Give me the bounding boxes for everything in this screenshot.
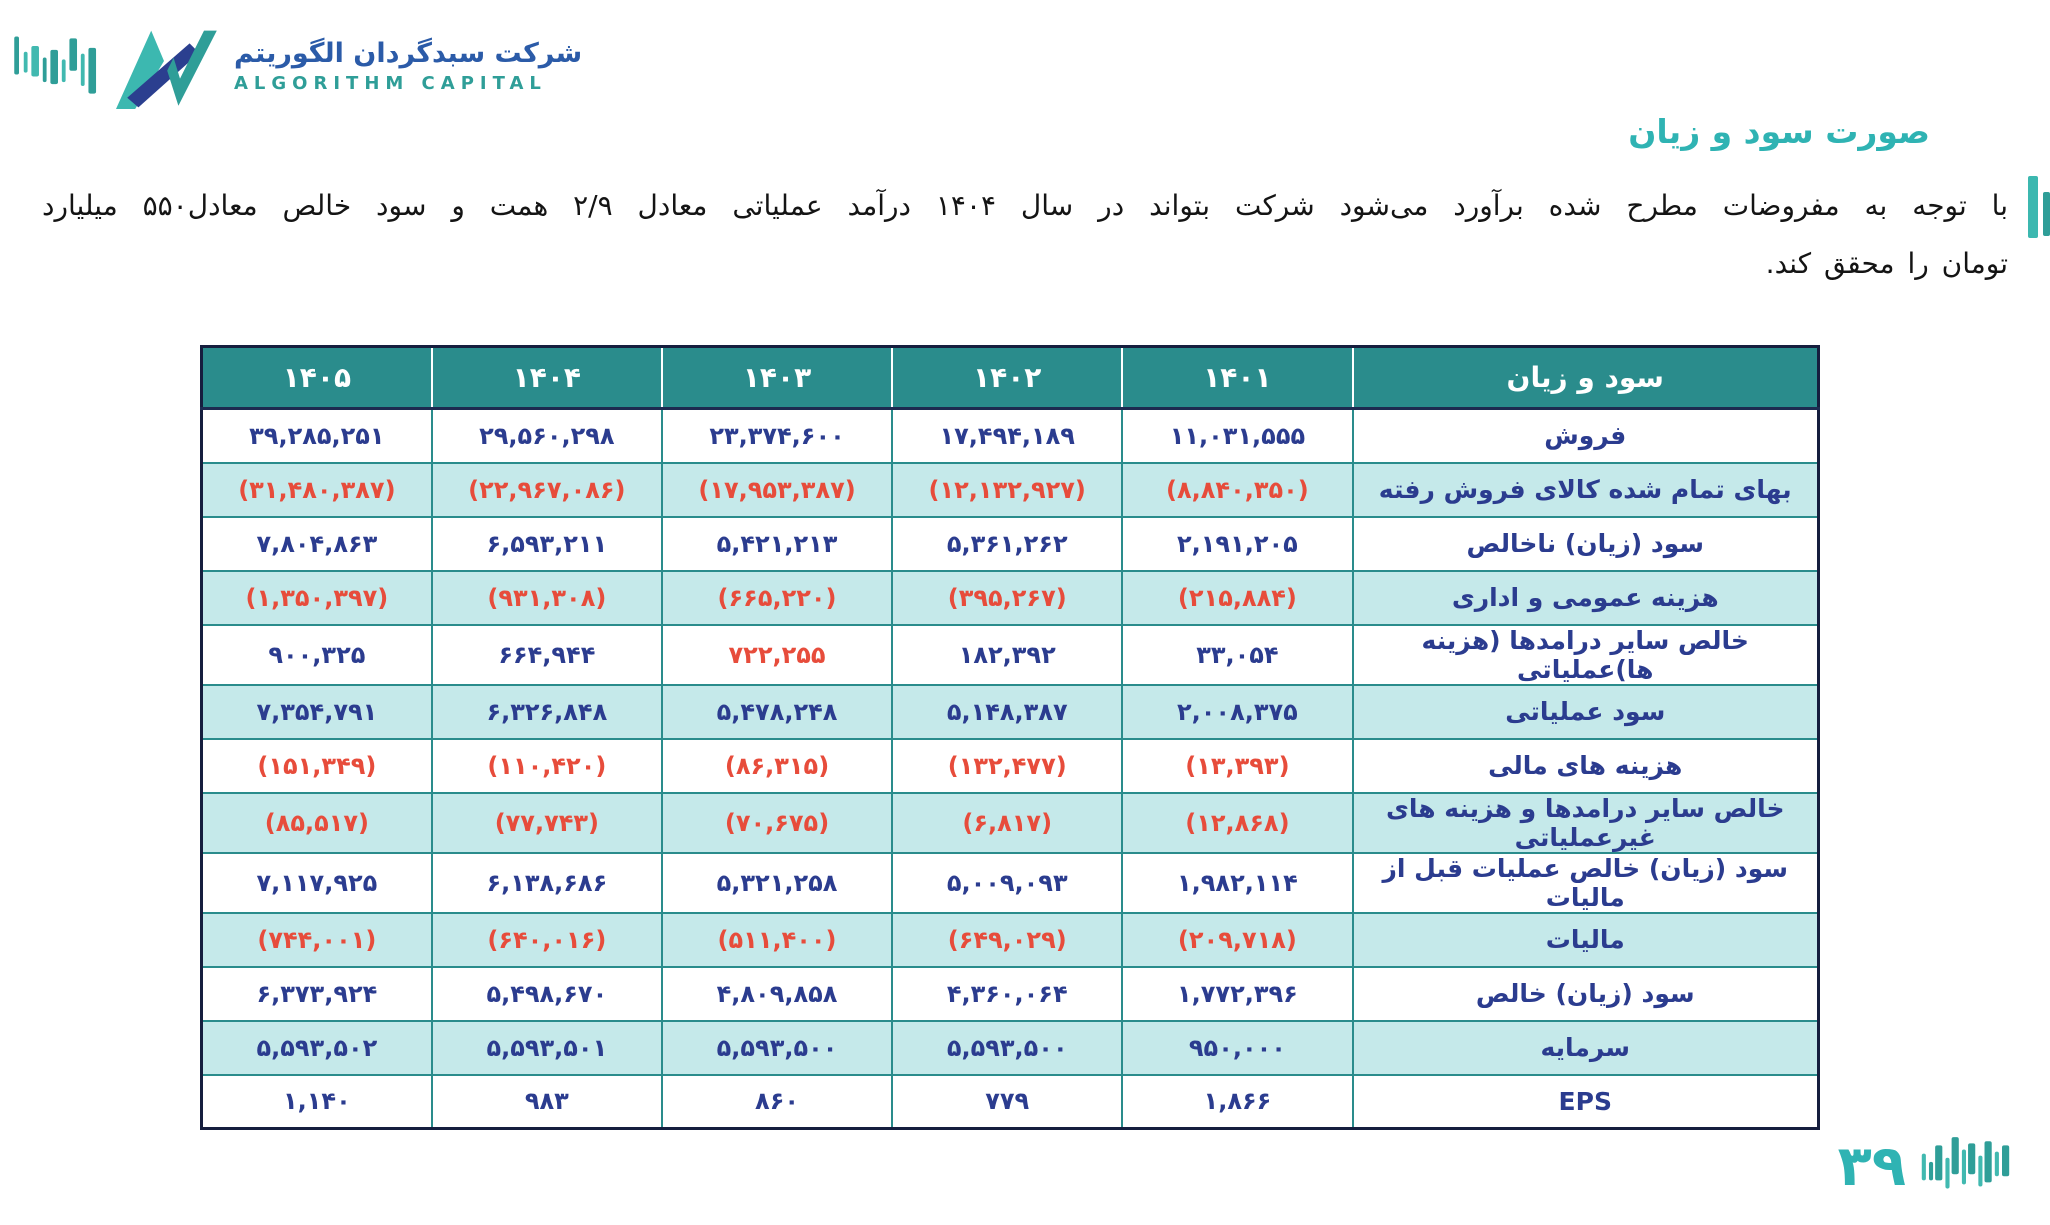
cell-value: (۲۰۹,۷۱۸) — [1122, 913, 1352, 967]
company-logo — [10, 12, 582, 120]
cell-value: (۶۴۰,۰۱۶) — [432, 913, 662, 967]
table-row — [202, 517, 1819, 571]
cell-value: ۶,۳۲۶,۸۴۸ — [432, 685, 662, 739]
candlestick-bars-icon — [10, 27, 106, 105]
cell-value: ۱,۸۶۶ — [1122, 1075, 1352, 1129]
cell-value: (۸۵,۵۱۷) — [202, 793, 432, 853]
cell-value: ۴,۳۶۰,۰۶۴ — [892, 967, 1122, 1021]
cell-value: ۱۷,۴۹۴,۱۸۹ — [892, 409, 1122, 463]
row-label: سود عملیاتی — [1353, 685, 1819, 739]
table-row — [202, 463, 1819, 517]
cell-value: ۲,۱۹۱,۲۰۵ — [1122, 517, 1352, 571]
table-header-year: ۱۴۰۲ — [892, 347, 1122, 409]
page-title: صورت سود و زیان — [1628, 112, 1930, 151]
table-header-year: ۱۴۰۳ — [662, 347, 892, 409]
cell-value: ۶,۵۹۳,۲۱۱ — [432, 517, 662, 571]
company-name-en: ALGORITHM CAPITAL — [234, 73, 547, 94]
cell-value: (۸,۸۴۰,۳۵۰) — [1122, 463, 1352, 517]
cell-value: ۴,۸۰۹,۸۵۸ — [662, 967, 892, 1021]
cell-value: ۱۸۲,۳۹۲ — [892, 625, 1122, 685]
cell-value: ۶۶۴,۹۴۴ — [432, 625, 662, 685]
cell-value: ۸۶۰ — [662, 1075, 892, 1129]
cell-value: ۷۷۹ — [892, 1075, 1122, 1129]
table-row — [202, 571, 1819, 625]
row-label: خالص سایر درامدها (هزینه ها)عملیاتی — [1353, 625, 1819, 685]
cell-value: (۱۷,۹۵۳,۳۸۷) — [662, 463, 892, 517]
table-header-label: سود و زیان — [1353, 347, 1819, 409]
cell-value: ۲۳,۳۷۴,۶۰۰ — [662, 409, 892, 463]
cell-value: (۶۶۵,۲۲۰) — [662, 571, 892, 625]
cell-value: ۱,۹۸۲,۱۱۴ — [1122, 853, 1352, 913]
cell-value: ۷۲۲,۲۵۵ — [662, 625, 892, 685]
table-row — [202, 409, 1819, 463]
table-header-row — [202, 347, 1819, 409]
row-label: خالص سایر درامدها و هزینه های غیرعملیاتی — [1353, 793, 1819, 853]
cell-value: ۵,۴۲۱,۲۱۳ — [662, 517, 892, 571]
cell-value: ۵,۴۷۸,۲۴۸ — [662, 685, 892, 739]
cell-value: ۵,۵۹۳,۵۰۰ — [892, 1021, 1122, 1075]
cell-value: (۲۲,۹۶۷,۰۸۶) — [432, 463, 662, 517]
intro-paragraph — [42, 180, 2008, 290]
cell-value: ۱۱,۰۳۱,۵۵۵ — [1122, 409, 1352, 463]
cell-value: ۶,۱۳۸,۶۸۶ — [432, 853, 662, 913]
cell-value: (۱۳,۳۹۳) — [1122, 739, 1352, 793]
intro-line-1: با توجه به مفروضات مطرح شده برآورد می‌شود شرکت بتواند در سال ۱۴۰۴ درآمد عملیاتی معادل ۲/۹ همت و سود خالص معادل۵۵۰ میلیارد — [42, 189, 2009, 222]
cell-value: ۹۰۰,۳۲۵ — [202, 625, 432, 685]
row-label: هزینه های مالی — [1353, 739, 1819, 793]
cell-value: ۷,۳۵۴,۷۹۱ — [202, 685, 432, 739]
table-row — [202, 793, 1819, 853]
row-label: سود (زیان) ناخالص — [1353, 517, 1819, 571]
cell-value: ۵,۴۹۸,۶۷۰ — [432, 967, 662, 1021]
cell-value: ۶,۳۷۳,۹۲۴ — [202, 967, 432, 1021]
cell-value: (۵۱۱,۴۰۰) — [662, 913, 892, 967]
cell-value: ۵,۱۴۸,۳۸۷ — [892, 685, 1122, 739]
cell-value: ۹۵۰,۰۰۰ — [1122, 1021, 1352, 1075]
cell-value: ۵,۵۹۳,۵۰۰ — [662, 1021, 892, 1075]
row-label: سود (زیان) خالص — [1353, 967, 1819, 1021]
cell-value: (۷۴۴,۰۰۱) — [202, 913, 432, 967]
cell-value: (۳۹۵,۲۶۷) — [892, 571, 1122, 625]
edge-decoration-bars — [2028, 176, 2050, 246]
table-row — [202, 913, 1819, 967]
cell-value: ۳۹,۲۸۵,۲۵۱ — [202, 409, 432, 463]
table-row — [202, 625, 1819, 685]
page-footer — [1838, 1131, 2012, 1203]
cell-value: ۹۸۳ — [432, 1075, 662, 1129]
cell-value: ۷,۸۰۴,۸۶۳ — [202, 517, 432, 571]
cell-value: (۶,۸۱۷) — [892, 793, 1122, 853]
table-row — [202, 685, 1819, 739]
row-label: EPS — [1353, 1075, 1819, 1129]
cell-value: (۳۱,۴۸۰,۳۸۷) — [202, 463, 432, 517]
table-row — [202, 853, 1819, 913]
row-label: مالیات — [1353, 913, 1819, 967]
table-header-year: ۱۴۰۵ — [202, 347, 432, 409]
cell-value: (۷۷,۷۴۳) — [432, 793, 662, 853]
cell-value: (۱۳۲,۴۷۷) — [892, 739, 1122, 793]
company-name-fa: شرکت سبدگردان الگوریتم — [234, 38, 583, 69]
cell-value: ۲۹,۵۶۰,۲۹۸ — [432, 409, 662, 463]
cell-value: (۱۵۱,۳۴۹) — [202, 739, 432, 793]
logo-text — [234, 38, 582, 94]
row-label: بهای تمام شده کالای فروش رفته — [1353, 463, 1819, 517]
cell-value: ۳۳,۰۵۴ — [1122, 625, 1352, 685]
intro-line-2: تومان را محقق کند. — [1765, 247, 2008, 280]
row-label: سرمایه — [1353, 1021, 1819, 1075]
cell-value: ۵,۳۲۱,۲۵۸ — [662, 853, 892, 913]
cell-value: ۷,۱۱۷,۹۲۵ — [202, 853, 432, 913]
table-header-year: ۱۴۰۴ — [432, 347, 662, 409]
cell-value: ۱,۷۷۲,۳۹۶ — [1122, 967, 1352, 1021]
logo-a-mark-icon — [116, 25, 220, 113]
page-number: ۳۹ — [1837, 1134, 1906, 1199]
cell-value: ۵,۳۶۱,۲۶۲ — [892, 517, 1122, 571]
cell-value: (۱,۳۵۰,۳۹۷) — [202, 571, 432, 625]
cell-value: ۱,۱۴۰ — [202, 1075, 432, 1129]
cell-value: (۱۲,۸۶۸) — [1122, 793, 1352, 853]
table-row — [202, 967, 1819, 1021]
cell-value: (۷۰,۶۷۵) — [662, 793, 892, 853]
row-label: سود (زیان) خالص عملیات قبل از مالیات — [1353, 853, 1819, 913]
cell-value: (۶۴۹,۰۲۹) — [892, 913, 1122, 967]
cell-value: (۸۶,۳۱۵) — [662, 739, 892, 793]
row-label: هزینه عمومی و اداری — [1353, 571, 1819, 625]
cell-value: (۲۱۵,۸۸۴) — [1122, 571, 1352, 625]
cell-value: (۱۲,۱۳۲,۹۲۷) — [892, 463, 1122, 517]
table-row — [202, 1021, 1819, 1075]
cell-value: (۱۱۰,۴۲۰) — [432, 739, 662, 793]
table-row — [202, 1075, 1819, 1129]
cell-value: ۵,۵۹۳,۵۰۱ — [432, 1021, 662, 1075]
cell-value: (۹۳۱,۳۰۸) — [432, 571, 662, 625]
cell-value: ۵,۰۰۹,۰۹۳ — [892, 853, 1122, 913]
profit-loss-table — [200, 345, 1820, 1130]
footer-bars-icon — [1920, 1131, 2012, 1203]
cell-value: ۵,۵۹۳,۵۰۲ — [202, 1021, 432, 1075]
row-label: فروش — [1353, 409, 1819, 463]
table-header-year: ۱۴۰۱ — [1122, 347, 1352, 409]
cell-value: ۲,۰۰۸,۳۷۵ — [1122, 685, 1352, 739]
table-row — [202, 739, 1819, 793]
